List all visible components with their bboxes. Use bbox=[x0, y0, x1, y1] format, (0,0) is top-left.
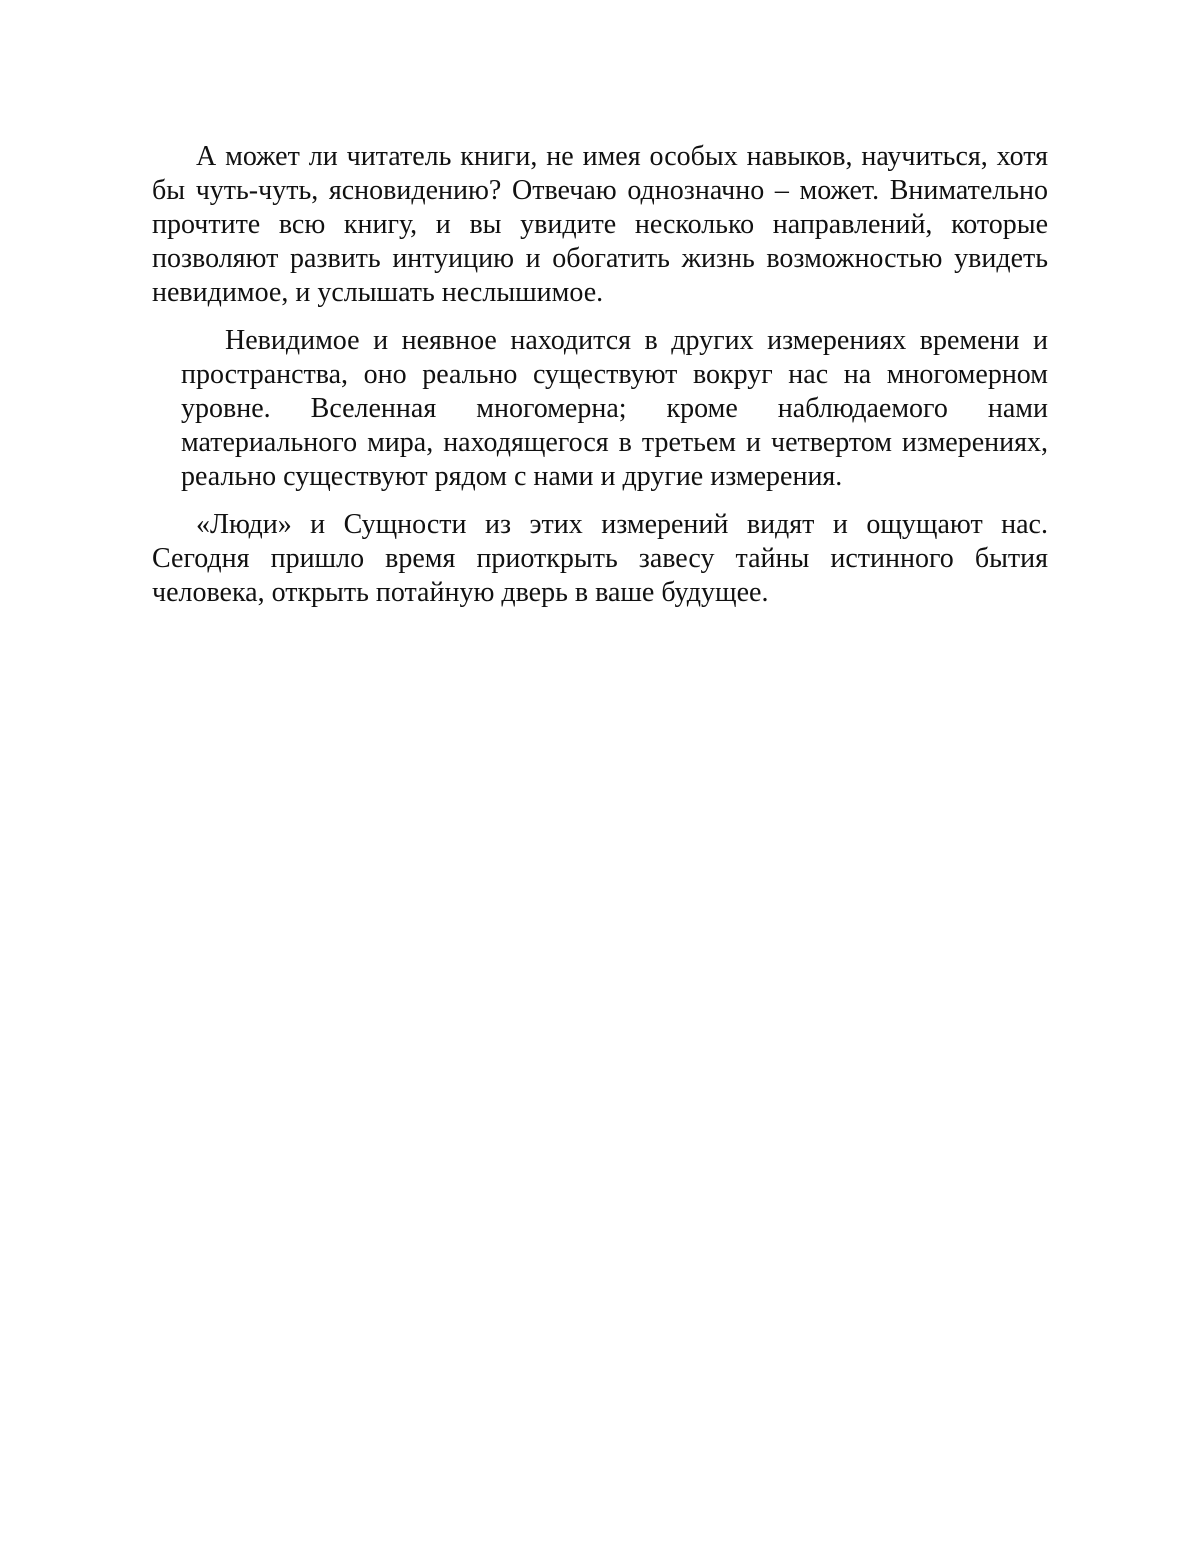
paragraph-3: «Люди» и Сущности из этих измерений видят и ощущают нас. Сегодня пришло время приоткрыть завесу тайны истинного бытия человека, открыть потайную дверь в ваше будущее. bbox=[152, 509, 1048, 608]
paragraph-1: А может ли читатель книги, не имея особых навыков, научиться, хотя бы чуть-чуть, ясновидению? Отвечаю однозначно – может. Внимательно прочтите всю книгу, и вы увидите несколько направлений, которые позволяют развить интуицию и обогатить жизнь возможностью увидеть невидимое, и услышать неслышимое. bbox=[152, 141, 1048, 308]
paragraph-2: Невидимое и неявное находится в других измерениях времени и пространства, оно реально существуют вокруг нас на многомерном уровне. Вселенная многомерна; кроме наблюдаемого нами материального мира, находящегося в третьем и четвертом измерениях, реально существуют рядом с нами и другие измерения. bbox=[181, 325, 1048, 492]
body-text bbox=[152, 140, 1048, 610]
